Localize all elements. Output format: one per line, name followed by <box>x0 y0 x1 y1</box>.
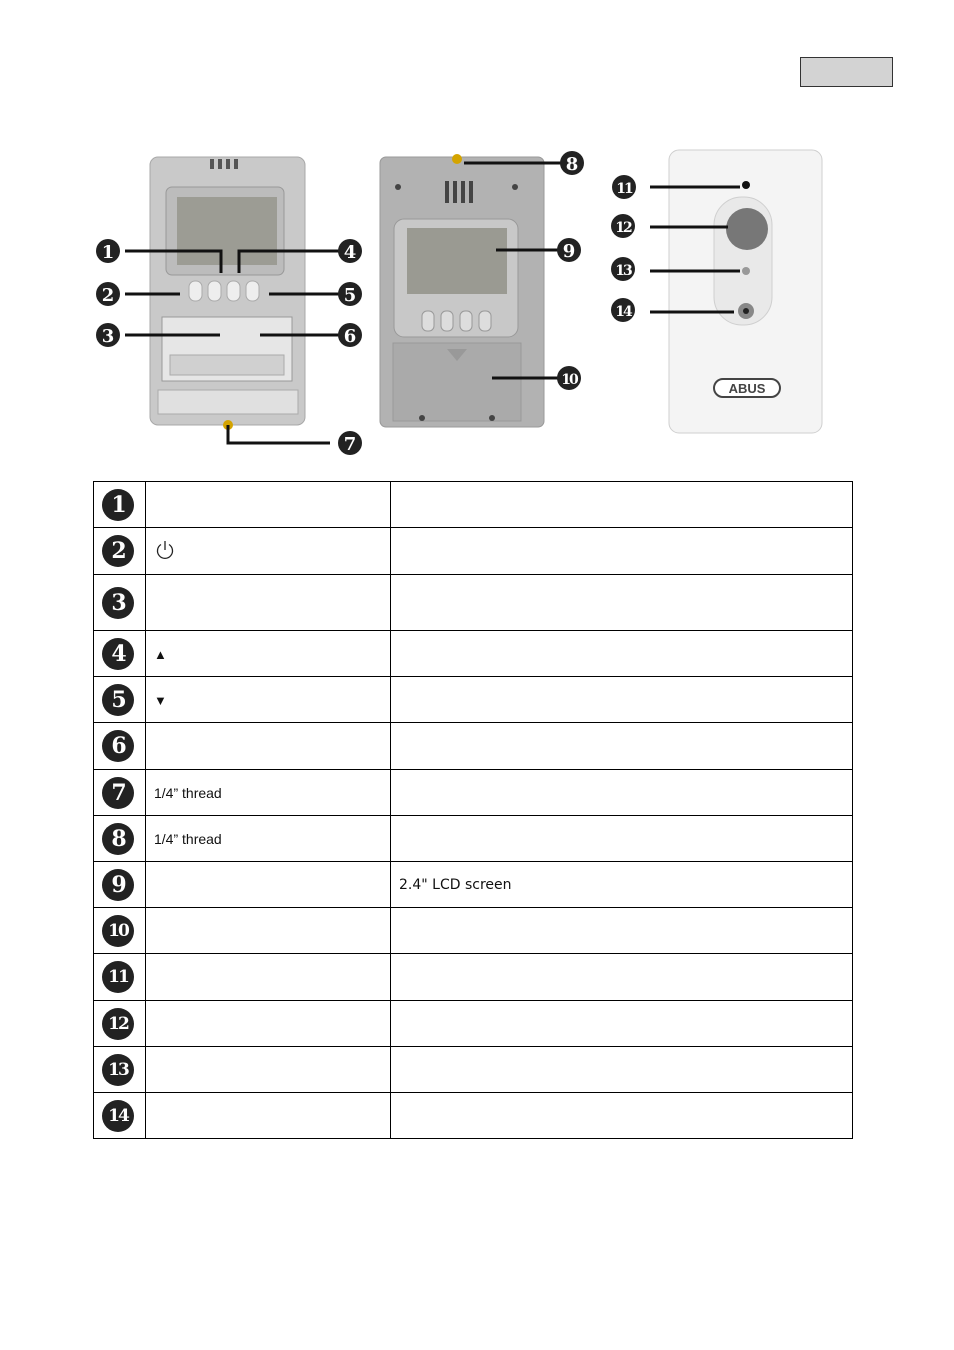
table-row <box>94 631 853 677</box>
component-name <box>146 677 391 723</box>
component-name <box>146 908 391 954</box>
callout-4: 4 <box>343 242 357 263</box>
arrow-up-icon: ▲ <box>154 646 167 662</box>
device-diagram-figure <box>92 145 862 470</box>
power-icon <box>154 539 176 561</box>
component-description <box>391 1093 853 1139</box>
component-name <box>146 1093 391 1139</box>
table-row <box>94 862 853 908</box>
row-number-badge: 7 <box>102 777 134 809</box>
table-row <box>94 575 853 631</box>
callout-2: 2 <box>101 285 115 306</box>
component-description <box>391 908 853 954</box>
table-row <box>94 677 853 723</box>
row-number-badge: 2 <box>102 535 134 567</box>
callout-14: 14 <box>615 304 631 320</box>
table-row <box>94 1093 853 1139</box>
table-row <box>94 723 853 770</box>
component-description <box>391 1047 853 1093</box>
component-description <box>391 575 853 631</box>
row-number-badge: 11 <box>102 961 134 993</box>
component-name <box>146 1047 391 1093</box>
callout-5: 5 <box>343 285 357 306</box>
component-name <box>146 954 391 1001</box>
component-name <box>146 482 391 528</box>
table-row <box>94 482 853 528</box>
device-diagram <box>92 145 862 470</box>
table-row <box>94 770 853 816</box>
row-number-badge: 5 <box>102 684 134 716</box>
callout-12: 12 <box>615 220 631 236</box>
component-description <box>391 631 853 677</box>
component-description: 2.4" LCD screen <box>391 862 853 908</box>
component-name <box>146 528 391 575</box>
component-name <box>146 723 391 770</box>
abus-logo: ABUS <box>728 381 766 396</box>
row-number-badge: 13 <box>102 1054 134 1086</box>
callout-7: 7 <box>343 434 357 455</box>
component-description <box>391 954 853 1001</box>
component-name <box>146 575 391 631</box>
component-name: 1/4” thread <box>146 816 391 862</box>
row-number-badge: 10 <box>102 915 134 947</box>
table-row <box>94 1047 853 1093</box>
callout-1: 1 <box>101 242 115 263</box>
callout-9: 9 <box>562 241 576 262</box>
language-tab-box <box>800 57 893 87</box>
row-number-badge: 3 <box>102 587 134 619</box>
component-description <box>391 723 853 770</box>
table-row <box>94 908 853 954</box>
component-description <box>391 1001 853 1047</box>
callout-6: 6 <box>343 326 357 347</box>
camera-unit <box>669 150 822 433</box>
row-number-badge: 6 <box>102 730 134 762</box>
component-name <box>146 862 391 908</box>
component-description <box>391 528 853 575</box>
table-row <box>94 954 853 1001</box>
row-number-badge: 4 <box>102 638 134 670</box>
row-number-badge: 14 <box>102 1100 134 1132</box>
table-row <box>94 528 853 575</box>
callout-13: 13 <box>615 263 631 279</box>
component-description <box>391 816 853 862</box>
table-row <box>94 1001 853 1047</box>
component-description <box>391 677 853 723</box>
row-number-badge: 12 <box>102 1008 134 1040</box>
callout-11: 11 <box>616 181 632 197</box>
callout-3: 3 <box>101 326 115 347</box>
row-number-badge: 9 <box>102 869 134 901</box>
callout-8: 8 <box>565 154 579 175</box>
component-name <box>146 631 391 677</box>
component-name <box>146 1001 391 1047</box>
component-description <box>391 770 853 816</box>
component-description <box>391 482 853 528</box>
arrow-down-icon: ▼ <box>154 692 167 708</box>
callout-10: 10 <box>561 372 577 388</box>
component-legend-table <box>93 481 853 1139</box>
row-number-badge: 8 <box>102 823 134 855</box>
row-number-badge: 1 <box>102 489 134 521</box>
table-row <box>94 816 853 862</box>
device-back <box>380 154 544 427</box>
component-name: 1/4” thread <box>146 770 391 816</box>
